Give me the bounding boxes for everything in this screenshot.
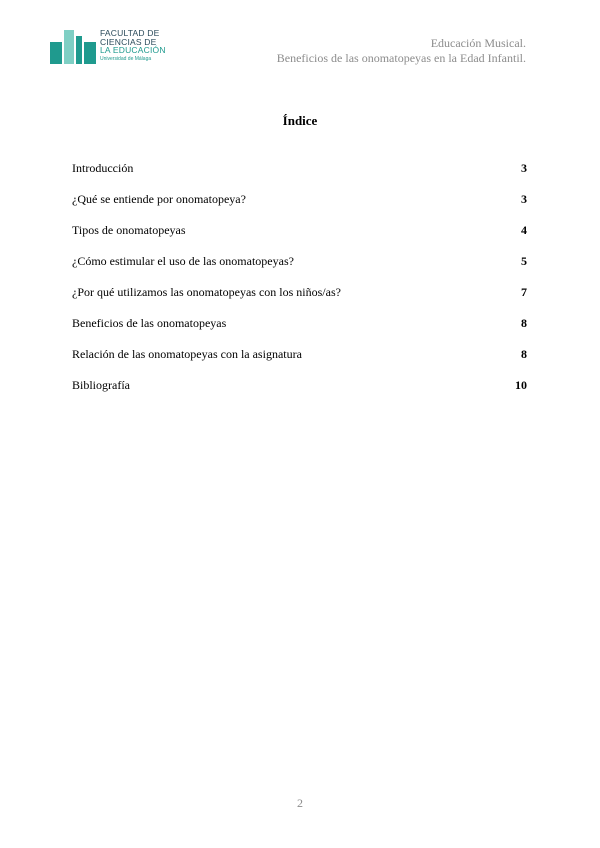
toc-entry-page: 8: [521, 347, 527, 361]
toc-entry[interactable]: [72, 191, 527, 222]
toc-title: Índice: [282, 113, 318, 128]
toc-entry[interactable]: [72, 222, 527, 253]
logo-line-3: LA EDUCACIÓN: [100, 45, 166, 55]
page-number: 2: [297, 796, 303, 810]
toc-entry[interactable]: [72, 160, 527, 191]
header-subject: Educación Musical.: [430, 36, 526, 50]
toc-entry-page: 4: [521, 223, 527, 237]
toc-entry-page: 3: [521, 161, 527, 175]
faculty-logo-text: [100, 29, 166, 63]
toc-entry-page: 3: [521, 192, 527, 206]
toc-entry-label[interactable]: Introducción: [72, 161, 134, 175]
faculty-logo: [50, 28, 170, 68]
toc-entry-label[interactable]: Beneficios de las onomatopeyas: [72, 316, 227, 330]
toc-entry[interactable]: [72, 346, 527, 377]
toc-entry-label[interactable]: ¿Cómo estimular el uso de las onomatopeyas?: [72, 254, 294, 268]
header-subtitle: Beneficios de las onomatopeyas en la Edad Infantil.: [276, 51, 526, 65]
running-header: [277, 36, 526, 66]
faculty-logo-mark-icon: [50, 28, 96, 64]
toc-entry-page: 8: [521, 316, 527, 330]
toc-entry-label[interactable]: Bibliografía: [72, 378, 130, 392]
logo-line-1: FACULTAD DE: [100, 28, 160, 38]
toc-entry[interactable]: [72, 284, 527, 315]
logo-university: Universidad de Málaga: [100, 55, 152, 62]
toc-entry[interactable]: [72, 253, 527, 284]
logo-line-2: CIENCIAS DE: [100, 36, 157, 47]
table-of-contents: [72, 160, 527, 408]
toc-entry-label[interactable]: ¿Qué se entiende por onomatopeya?: [72, 192, 246, 206]
toc-entry-page: 10: [515, 378, 527, 392]
toc-entry-label[interactable]: Tipos de onomatopeyas: [72, 223, 186, 237]
toc-entry-page: 5: [521, 254, 527, 268]
toc-entry-label[interactable]: ¿Por qué utilizamos las onomatopeyas con los niños/as?: [72, 285, 341, 299]
toc-entry[interactable]: [72, 377, 527, 408]
toc-entry-page: 7: [521, 285, 527, 299]
toc-entry-label[interactable]: Relación de las onomatopeyas con la asignatura: [72, 347, 302, 361]
toc-entry[interactable]: [72, 315, 527, 346]
